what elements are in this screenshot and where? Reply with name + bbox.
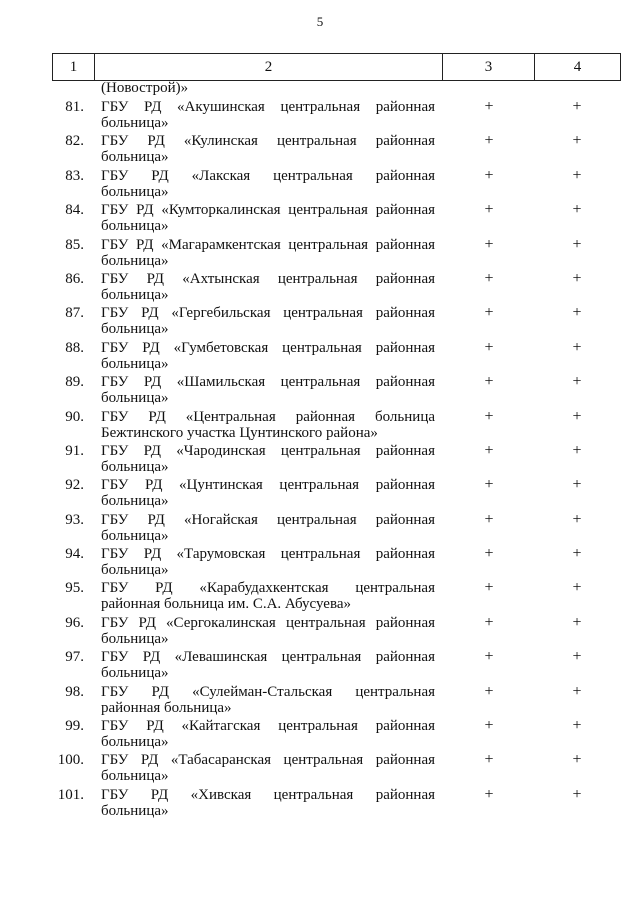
table-row bbox=[52, 305, 621, 339]
table-row bbox=[52, 168, 621, 202]
institution-name-line-2: больница» bbox=[101, 527, 169, 544]
institution-name bbox=[101, 374, 435, 406]
institution-name bbox=[101, 168, 435, 200]
col-4-mark: + bbox=[572, 373, 582, 391]
institution-name bbox=[101, 133, 435, 165]
institution-name-line-1: ГБУ РД «Кайтагская центральная районная bbox=[101, 718, 435, 735]
col-4-mark: + bbox=[572, 132, 582, 150]
institution-name bbox=[101, 649, 435, 681]
institution-name-line-2: больница» bbox=[101, 218, 169, 235]
institution-name bbox=[101, 443, 435, 475]
table-body bbox=[52, 99, 621, 821]
table-row bbox=[52, 787, 621, 821]
institution-name bbox=[101, 546, 435, 578]
table-row bbox=[52, 99, 621, 133]
row-number: 87. bbox=[65, 305, 84, 322]
institution-name-line-1: ГБУ РД «Цунтинская центральная районная bbox=[101, 477, 435, 494]
institution-name-line-2: районная больница им. С.А. Абусуева» bbox=[101, 596, 351, 613]
row-number: 86. bbox=[65, 270, 84, 287]
table-row bbox=[52, 512, 621, 546]
header-col-2: 2 bbox=[95, 54, 443, 80]
institution-name-line-1: ГБУ РД «Гергебильская центральная районная bbox=[101, 305, 435, 322]
table-row bbox=[52, 580, 621, 614]
col-4-mark: + bbox=[572, 338, 582, 356]
institution-name-line-1: ГБУ РД «Лакская центральная районная bbox=[101, 167, 435, 184]
col-3-mark: + bbox=[484, 613, 494, 631]
institution-name-line-1: ГБУ РД «Сергокалинская центральная районная bbox=[101, 614, 435, 631]
institution-name-line-2: Бежтинского участка Цунтинского района» bbox=[101, 424, 378, 441]
row-number: 92. bbox=[65, 477, 84, 494]
institution-name-line-1: ГБУ РД «Ахтынская центральная районная bbox=[101, 270, 435, 287]
institution-name-line-1: ГБУ РД «Кулинская центральная районная bbox=[101, 133, 435, 150]
institution-name-line-2: больница» bbox=[101, 458, 169, 475]
page-number: 5 bbox=[316, 14, 324, 29]
col-3-mark: + bbox=[484, 717, 494, 735]
table-row bbox=[52, 271, 621, 305]
col-3-mark: + bbox=[484, 304, 494, 322]
table-row bbox=[52, 237, 621, 271]
institution-name bbox=[101, 271, 435, 303]
table-row bbox=[52, 615, 621, 649]
row-number: 81. bbox=[65, 99, 84, 115]
institution-name-line-2: больница» bbox=[101, 802, 169, 819]
col-3-mark: + bbox=[484, 132, 494, 150]
col-4-mark: + bbox=[572, 510, 582, 528]
col-4-mark: + bbox=[572, 269, 582, 287]
row-number: 94. bbox=[65, 546, 84, 563]
col-4-mark: + bbox=[572, 407, 582, 425]
col-3-mark: + bbox=[484, 441, 494, 459]
row-number: 96. bbox=[65, 614, 84, 631]
col-3-mark: + bbox=[484, 648, 494, 666]
institution-name-line-2: больница» bbox=[101, 630, 169, 647]
institution-name-line-1: ГБУ РД «Левашинская центральная районная bbox=[101, 649, 435, 666]
institution-name-line-1: ГБУ РД «Карабудахкентская центральная bbox=[101, 580, 435, 597]
col-3-mark: + bbox=[484, 338, 494, 356]
table-row bbox=[52, 202, 621, 236]
table-row bbox=[52, 546, 621, 580]
col-4-mark: + bbox=[572, 304, 582, 322]
col-3-mark: + bbox=[484, 545, 494, 563]
row-number: 95. bbox=[65, 580, 84, 597]
table-row bbox=[52, 649, 621, 683]
institution-name-line-2: больница» bbox=[101, 286, 169, 303]
col-3-mark: + bbox=[484, 579, 494, 597]
col-4-mark: + bbox=[572, 648, 582, 666]
row-number: 100. bbox=[57, 752, 84, 769]
continuation-text: (Новострой)» bbox=[101, 80, 189, 96]
institution-name-line-1: ГБУ РД «Акушинская центральная районная bbox=[101, 99, 435, 115]
table-row bbox=[52, 374, 621, 408]
table-row bbox=[52, 340, 621, 374]
institution-name-line-1: ГБУ РД «Центральная районная больница bbox=[101, 408, 435, 425]
institution-name-line-2: больница» bbox=[101, 390, 169, 407]
institution-name bbox=[101, 718, 435, 750]
institution-name-line-1: ГБУ РД «Шамильская центральная районная bbox=[101, 374, 435, 391]
col-4-mark: + bbox=[572, 579, 582, 597]
institution-name-line-1: ГБУ РД «Тарумовская центральная районная bbox=[101, 546, 435, 563]
col-3-mark: + bbox=[484, 201, 494, 219]
institution-name-line-1: ГБУ РД «Табасаранская центральная районная bbox=[101, 752, 435, 769]
row-number: 93. bbox=[65, 511, 84, 528]
row-number: 97. bbox=[65, 649, 84, 666]
col-4-mark: + bbox=[572, 717, 582, 735]
institution-name-line-1: ГБУ РД «Магарамкентская центральная районная bbox=[101, 236, 435, 253]
institution-name-line-2: районная больница» bbox=[101, 699, 232, 716]
col-4-mark: + bbox=[572, 682, 582, 700]
institution-name-line-1: ГБУ РД «Ногайская центральная районная bbox=[101, 511, 435, 528]
institution-name-line-2: больница» bbox=[101, 321, 169, 338]
institution-name-line-2: больница» bbox=[101, 665, 169, 682]
row-number: 90. bbox=[65, 408, 84, 425]
col-4-mark: + bbox=[572, 166, 582, 184]
institution-name-line-1: ГБУ РД «Кумторкалинская центральная районная bbox=[101, 202, 435, 219]
col-3-mark: + bbox=[484, 235, 494, 253]
institution-name-line-2: больница» bbox=[101, 149, 169, 166]
institution-name-line-2: больница» bbox=[101, 562, 169, 579]
col-3-mark: + bbox=[484, 476, 494, 494]
institution-name bbox=[101, 512, 435, 544]
col-3-mark: + bbox=[484, 407, 494, 425]
col-4-mark: + bbox=[572, 98, 582, 115]
col-4-mark: + bbox=[572, 201, 582, 219]
institution-name-line-1: ГБУ РД «Сулейман-Стальская центральная bbox=[101, 683, 435, 700]
table-row bbox=[52, 443, 621, 477]
table-row bbox=[52, 133, 621, 167]
header-col-4: 4 bbox=[573, 58, 582, 75]
col-4-mark: + bbox=[572, 545, 582, 563]
row-number: 83. bbox=[65, 167, 84, 184]
institution-name bbox=[101, 580, 435, 612]
institution-name bbox=[101, 787, 435, 819]
institution-name-line-2: больница» bbox=[101, 115, 169, 131]
table-row bbox=[52, 409, 621, 443]
institution-name bbox=[101, 340, 435, 372]
institution-name bbox=[101, 305, 435, 337]
institution-name-line-2: больница» bbox=[101, 183, 169, 200]
institution-name bbox=[101, 684, 435, 716]
header-col-3: 3 bbox=[443, 54, 535, 80]
col-3-mark: + bbox=[484, 98, 494, 115]
col-4-mark: + bbox=[572, 785, 582, 803]
institution-name-line-1: ГБУ РД «Чародинская центральная районная bbox=[101, 442, 435, 459]
institution-name bbox=[101, 202, 435, 234]
row-number: 99. bbox=[65, 718, 84, 735]
row-number: 88. bbox=[65, 339, 84, 356]
col-3-mark: + bbox=[484, 373, 494, 391]
institution-name-line-2: больница» bbox=[101, 493, 169, 510]
table-row bbox=[52, 718, 621, 752]
col-3-mark: + bbox=[484, 785, 494, 803]
table-row bbox=[52, 477, 621, 511]
institution-name-line-1: ГБУ РД «Гумбетовская центральная районная bbox=[101, 339, 435, 356]
institution-name bbox=[101, 99, 435, 131]
table-row bbox=[52, 684, 621, 718]
institution-name bbox=[101, 409, 435, 441]
institution-name-line-1: ГБУ РД «Хивская центральная районная bbox=[101, 786, 435, 803]
col-3-mark: + bbox=[484, 166, 494, 184]
col-3-mark: + bbox=[484, 682, 494, 700]
row-number: 98. bbox=[65, 683, 84, 700]
institution-name-line-2: больница» bbox=[101, 768, 169, 785]
institution-name-line-2: больница» bbox=[101, 252, 169, 269]
col-3-mark: + bbox=[484, 510, 494, 528]
table-row bbox=[52, 752, 621, 786]
institution-name-line-2: больница» bbox=[101, 734, 169, 751]
institution-name bbox=[101, 237, 435, 269]
header-col-1: 1 bbox=[53, 54, 95, 80]
row-number: 91. bbox=[65, 442, 84, 459]
col-4-mark: + bbox=[572, 441, 582, 459]
row-number: 85. bbox=[65, 236, 84, 253]
institution-name-line-2: больница» bbox=[101, 355, 169, 372]
col-4-mark: + bbox=[572, 613, 582, 631]
institution-name bbox=[101, 752, 435, 784]
col-3-mark: + bbox=[484, 751, 494, 769]
institution-name bbox=[101, 477, 435, 509]
row-number: 84. bbox=[65, 202, 84, 219]
col-4-mark: + bbox=[572, 476, 582, 494]
col-4-mark: + bbox=[572, 751, 582, 769]
table-header bbox=[52, 53, 621, 81]
institution-name bbox=[101, 615, 435, 647]
row-number: 89. bbox=[65, 374, 84, 391]
col-4-mark: + bbox=[572, 235, 582, 253]
col-3-mark: + bbox=[484, 269, 494, 287]
row-number: 101. bbox=[57, 786, 84, 803]
row-number: 82. bbox=[65, 133, 84, 150]
